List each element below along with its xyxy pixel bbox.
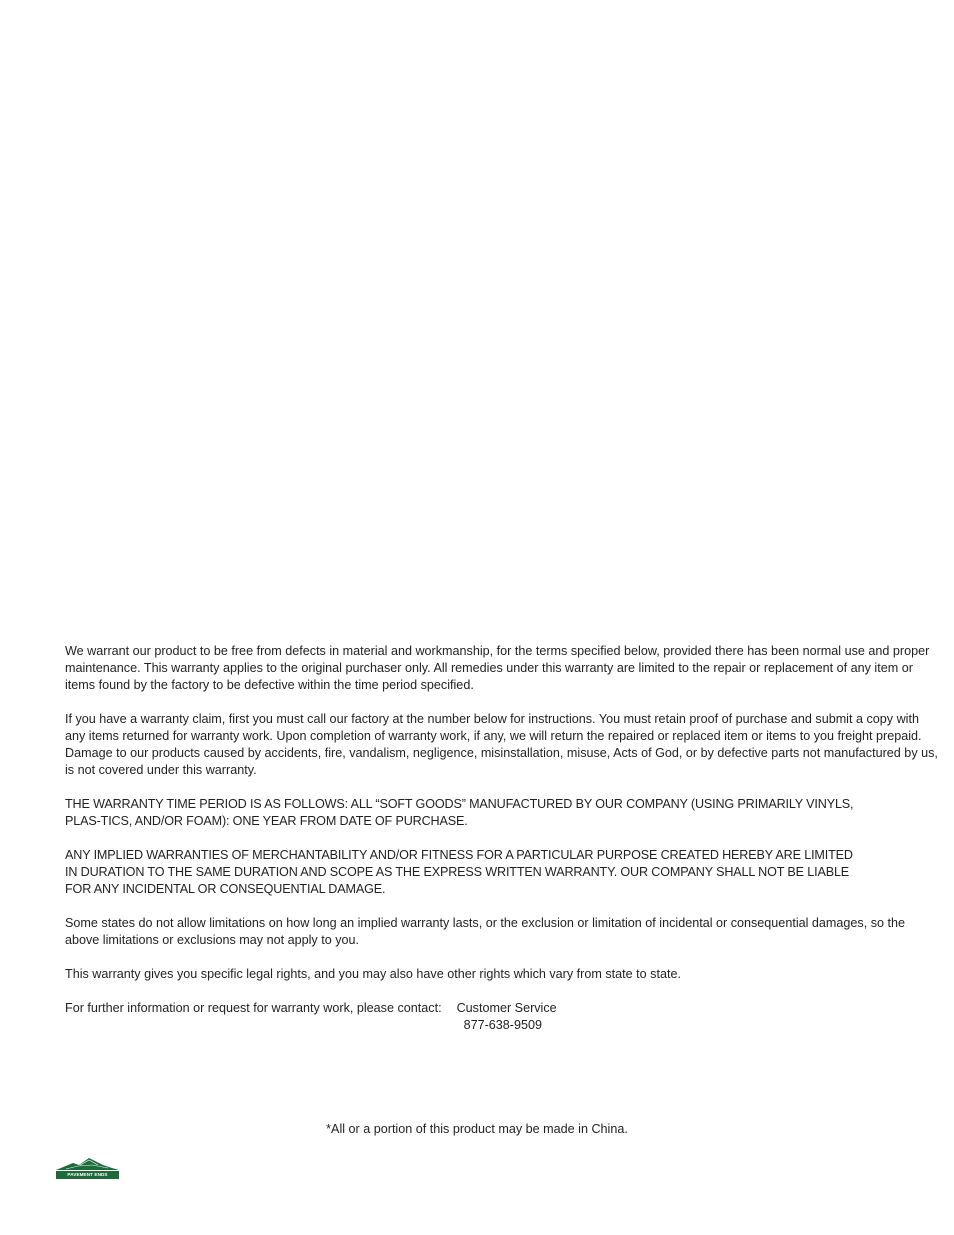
warranty-paragraph-coverage: We warrant our product to be free from defects in material and workmanship, for the terms specified below, provided there has been normal use and proper maintenance. This warranty applies to the original purchaser only. All remedies under this warranty are limited to the repair or replacement of any item or items found by the factory to be defective within the time period specified. — [65, 644, 930, 692]
warranty-section — [65, 643, 939, 1034]
contact-label: For further information or request for warranty work, please contact: — [65, 1001, 442, 1015]
contact-row — [65, 1000, 939, 1034]
made-in-footnote: *All or a portion of this product may be made in China. — [326, 1122, 628, 1136]
logo-text: PAVEMENT ENDS — [67, 1172, 108, 1177]
contact-block — [457, 1000, 557, 1034]
warranty-paragraph-legal-rights: This warranty gives you specific legal rights, and you may also have other rights which vary from state to state. — [65, 967, 681, 981]
contact-phone: 877-638-9509 — [463, 1018, 543, 1032]
brand-logo — [56, 1157, 119, 1179]
warranty-paragraph-claims: If you have a warranty claim, first you must call our factory at the number below for instructions. You must retain proof of purchase and submit a copy with any items returned for warranty work. Upon completion of warranty work, if any, we will return the repaired or replaced item or items to you freight prepaid. Damage to our products caused by accidents, fire, vandalism, negligence, misinstallation, misuse, Acts of God, or by defective parts not manufactured by us, is not covered under this warranty. — [65, 712, 938, 777]
warranty-paragraph-state-limits: Some states do not allow limitations on how long an implied warranty lasts, or the exclusion or limitation of incidental or consequential damages, so the above limitations or exclusions may not apply to you. — [65, 916, 906, 947]
contact-name: Customer Service — [456, 1001, 557, 1015]
warranty-paragraph-time-period: THE WARRANTY TIME PERIOD IS AS FOLLOWS: ALL “SOFT GOODS” MANUFACTURED BY OUR COMPANY (USING PRIMARILY VINYLS, PLAS-TICS, AND/OR FOAM): ONE YEAR FROM DATE OF PURCHASE. — [65, 797, 854, 828]
warranty-paragraph-implied: ANY IMPLIED WARRANTIES OF MERCHANTABILITY AND/OR FITNESS FOR A PARTICULAR PURPOSE CREATED HEREBY ARE LIMITED IN DURATION TO THE SAME DURATION AND SCOPE AS THE EXPRESS WRITTEN WARRANTY. OUR COMPANY SHALL NOT BE LIABLE FOR ANY INCIDENTAL OR CONSEQUENTIAL DAMAGE. — [65, 848, 853, 896]
